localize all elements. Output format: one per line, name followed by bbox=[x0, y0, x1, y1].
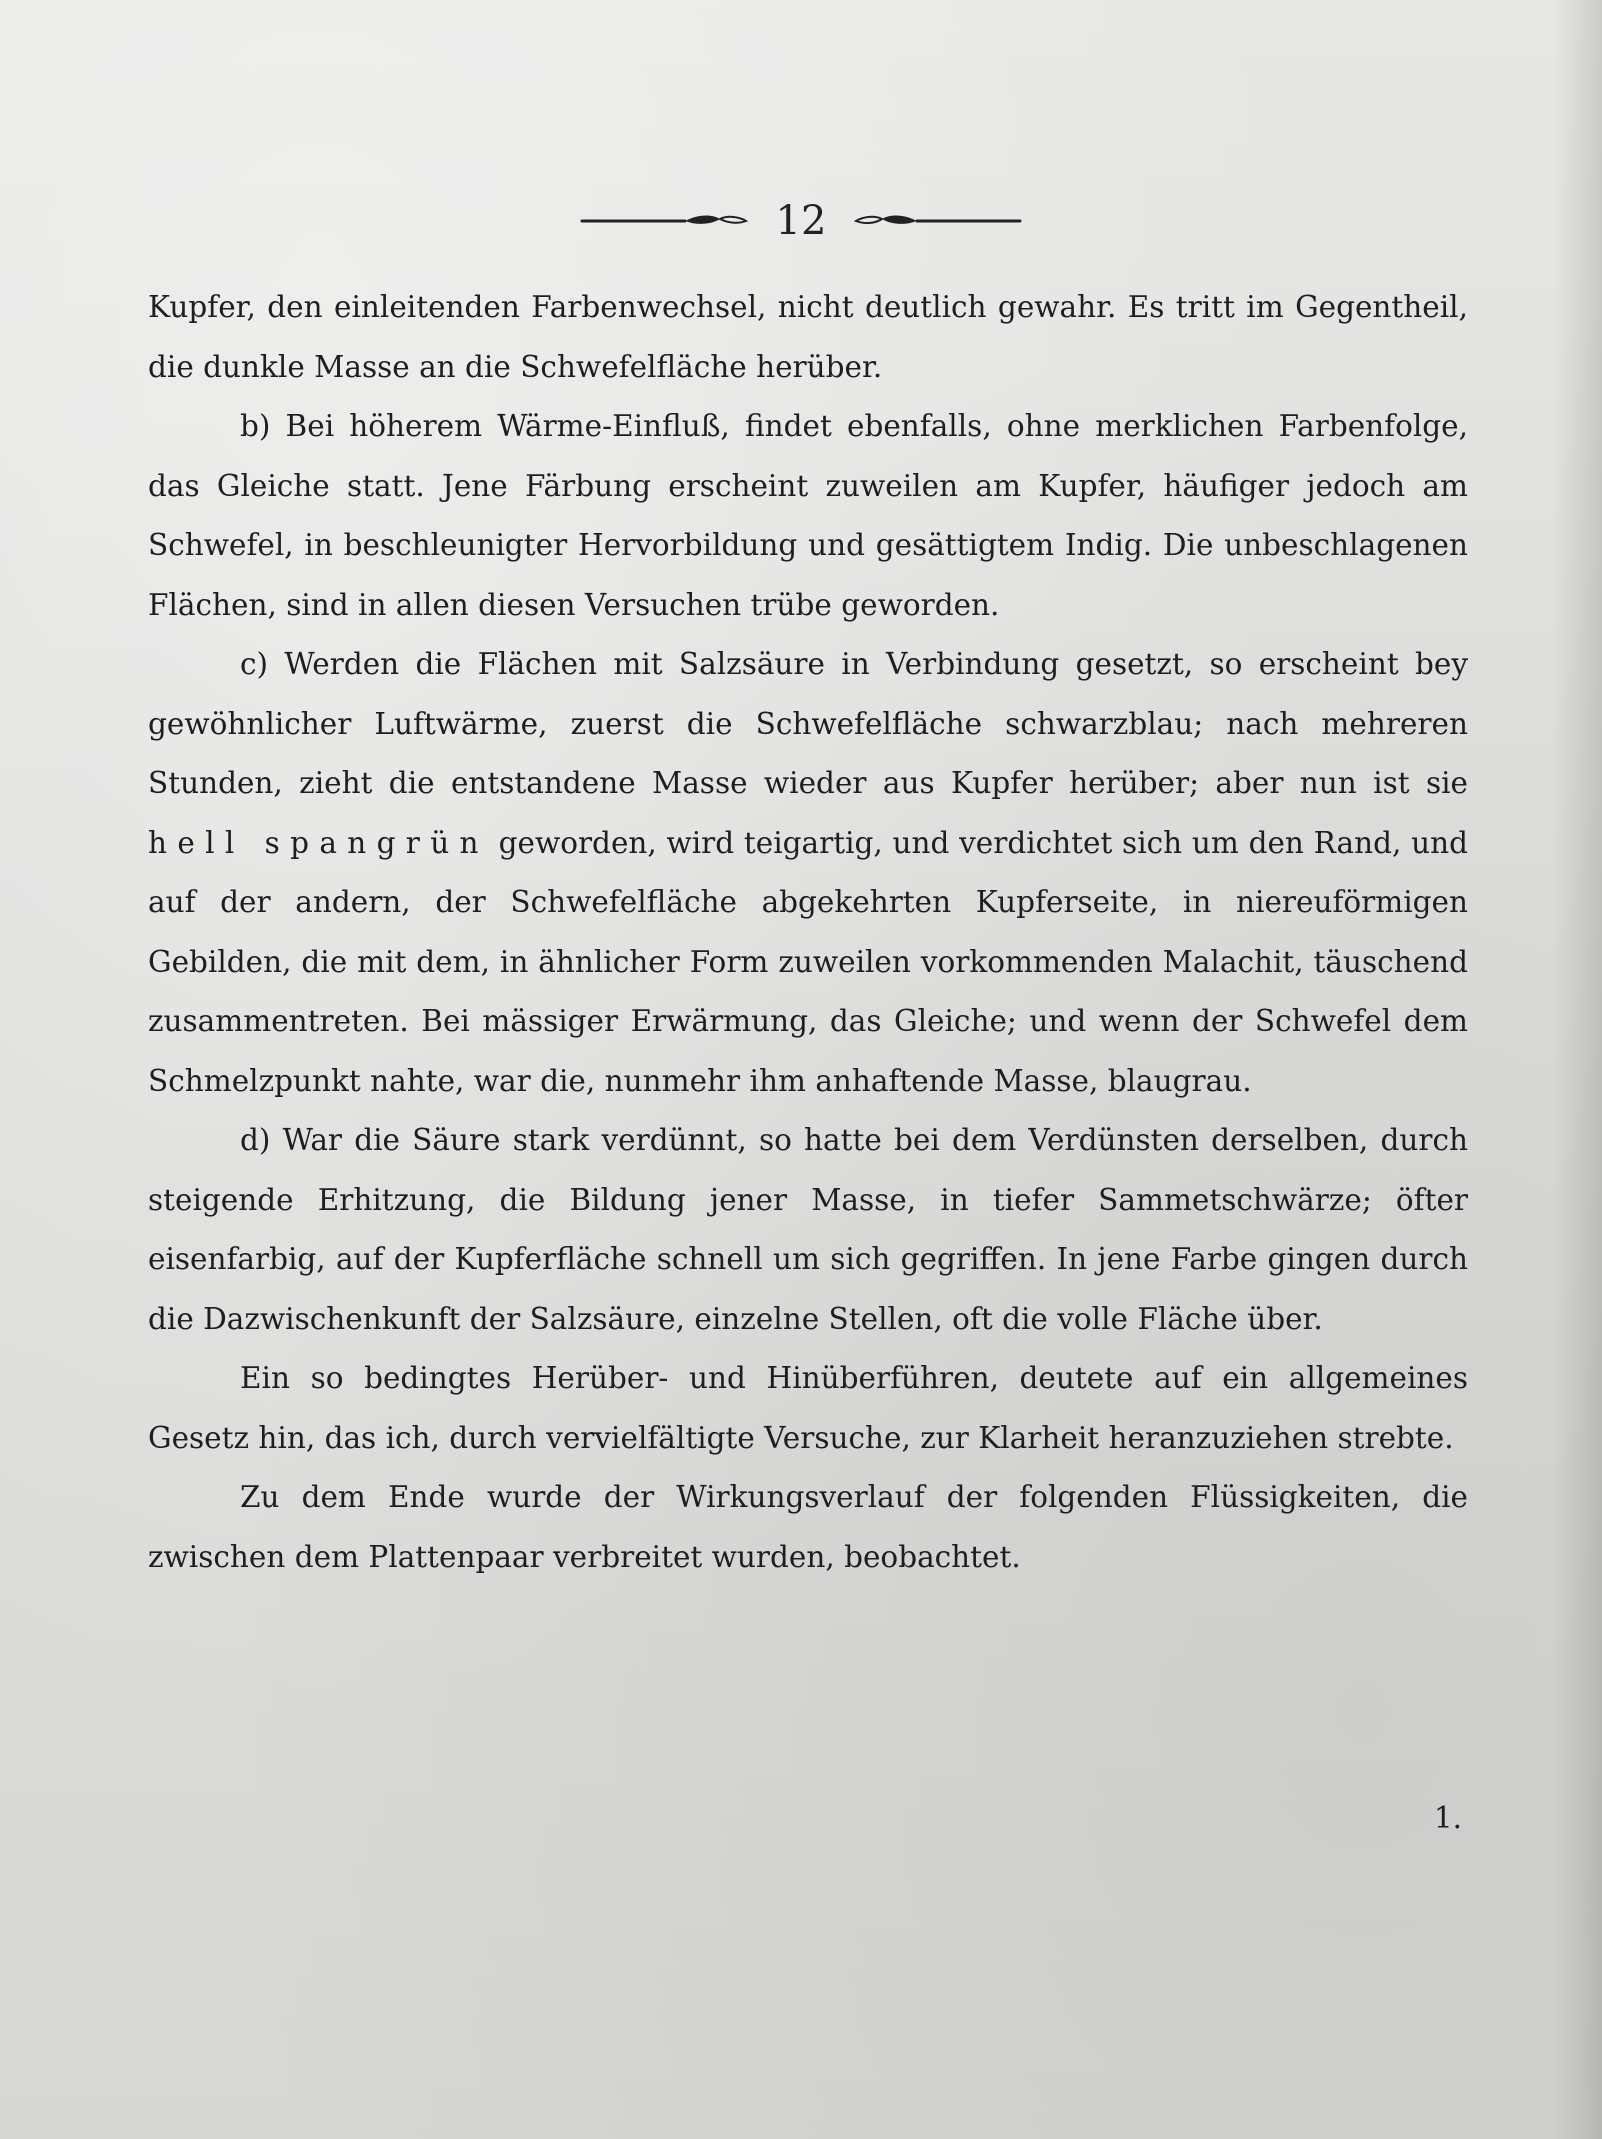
paragraph-b: b) Bei höherem Wärme-Einfluß, findet ebenfalls, ohne merklichen Farbenfolge, das Gleiche statt. Jene Färbung erscheint zuweilen am Kupfer, häufiger jedoch am Schwefel, in beschleunigter Hervorbildung und gesättigtem Indig. Die unbeschlagenen Flächen, sind in allen diesen Versuchen trübe geworden. bbox=[148, 409, 1468, 622]
catchword: 1. bbox=[1433, 1801, 1462, 1835]
paragraph-c-text-start: c) Werden die Flächen mit Salzsäure in Verbindung gesetzt, so erscheint bey gewöhnlicher Luftwärme, zuerst die Schwefelfläche schwarzblau; nach mehreren Stunden, zieht die entstandene Masse wieder aus Kupfer herüber; aber nun ist sie bbox=[148, 647, 1468, 800]
left-ornamental-rule bbox=[580, 211, 750, 231]
right-ornamental-rule bbox=[852, 211, 1022, 231]
body-text bbox=[148, 278, 1468, 1587]
page-header bbox=[0, 196, 1602, 246]
paragraph-continuation: Kupfer, den einleitenden Farbenwechsel, nicht deutlich gewahr. Es tritt im Gegentheil, die dunkle Masse an die Schwefelfläche herüber. bbox=[148, 290, 1468, 384]
paragraph-ende: Zu dem Ende wurde der Wirkungsverlauf der folgenden Flüssigkeiten, die zwischen dem Plattenpaar verbreitet wurden, beobachtet. bbox=[148, 1480, 1468, 1574]
paragraph-c-emphasis: hell spangrün bbox=[148, 825, 489, 860]
paragraph-c bbox=[148, 635, 1468, 1111]
paragraph-c-text-end: geworden, wird teigartig, und verdichtet sich um den Rand, und auf der andern, der Schwefelfläche abgekehrten Kupferseite, in niereuförmigen Gebilden, die mit dem, in ähnlicher Form zuweilen vorkommenden Malachit, täuschend zusammentreten. Bei mässiger Erwärmung, das Gleiche; und wenn der Schwefel dem Schmelzpunkt nahte, war die, nunmehr ihm anhaftende Masse, blaugrau. bbox=[148, 825, 1468, 1098]
paragraph-d: d) War die Säure stark verdünnt, so hatte bei dem Verdünsten derselben, durch steigende Erhitzung, die Bildung jener Masse, in tiefer Sammetschwärze; öfter eisenfarbig, auf der Kupferfläche schnell um sich gegriffen. In jene Farbe gingen durch die Dazwischenkunft der Salzsäure, einzelne Stellen, oft die volle Fläche über. bbox=[148, 1123, 1468, 1336]
page-number: 12 bbox=[775, 198, 827, 244]
paragraph-gesetz: Ein so bedingtes Herüber- und Hinüberführen, deutete auf ein allgemeines Gesetz hin, das ich, durch vervielfältigte Versuche, zur Klarheit heranzuziehen strebte. bbox=[148, 1361, 1468, 1455]
